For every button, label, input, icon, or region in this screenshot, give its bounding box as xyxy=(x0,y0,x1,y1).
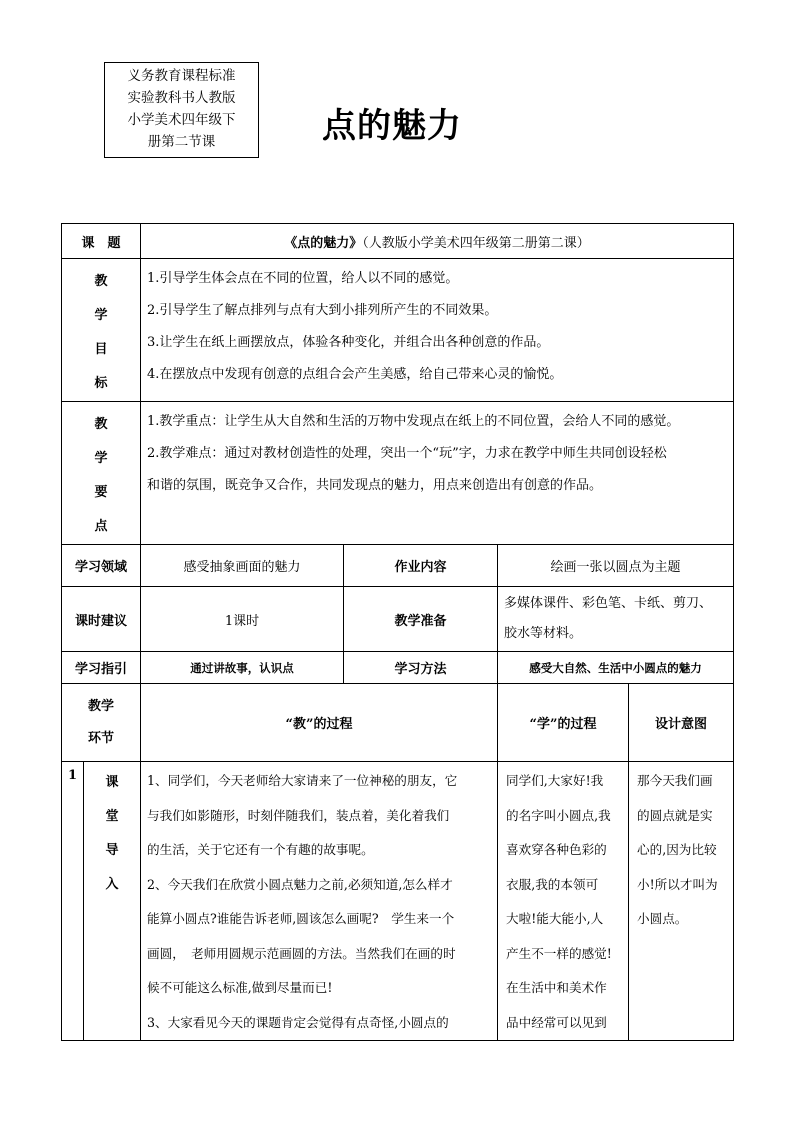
teach-line: 与我们如影随形，时刻伴随我们，装点着，美化着我们 xyxy=(147,807,450,823)
method-label: 学习方法 xyxy=(344,652,498,684)
preparation-line: 胶水等材料。 xyxy=(504,626,583,641)
lesson-plan-table xyxy=(61,223,734,1041)
stage-name-char: 课 xyxy=(105,775,119,790)
teach-process-header: “教”的过程 xyxy=(141,684,498,762)
process-header-row xyxy=(62,684,734,762)
key-point-line: 和谐的氛围，既竞争又合作，共同发现点的魅力，用点来创造出有创意的作品。 xyxy=(147,478,603,493)
goal-item: 4.在摆放点中发现有创意的点组合会产生美感，给自己带来心灵的愉悦。 xyxy=(147,367,563,382)
key-points-label-char: 教 xyxy=(94,417,108,432)
homework-value: 绘画一张以圆点为主题 xyxy=(498,545,734,587)
teach-line: 3、大家看见今天的课题肯定会觉得有点奇怪,小圆点的 xyxy=(147,1014,449,1030)
key-points-label-char: 点 xyxy=(94,519,108,534)
learn-line: 衣服,我的本领可 xyxy=(506,876,599,892)
stage-1-row xyxy=(62,762,734,1041)
label-line: 册第二节课 xyxy=(147,134,216,150)
document-title: 点的魅力 xyxy=(322,106,462,146)
teach-line: 画圆， 老师用圆规示范画圆的方法。当然我们在画的时 xyxy=(147,945,456,961)
key-points-content xyxy=(141,402,734,545)
textbook-label-box xyxy=(104,62,259,158)
guide-row xyxy=(62,652,734,684)
preparation-line: 多媒体课件、彩色笔、卡纸、剪刀、 xyxy=(504,596,713,611)
stage-name-char: 堂 xyxy=(105,809,119,824)
goal-item: 3.让学生在纸上画摆放点，体验各种变化，并组合出各种创意的作品。 xyxy=(147,335,550,350)
stage-name-char: 导 xyxy=(105,843,119,858)
key-point-line: 2.教学难点：通过对教材创造性的处理，突出一个“玩”字，力求在教学中师生共同创设轻松 xyxy=(147,446,667,461)
learn-line: 大啦!能大能小,人 xyxy=(506,911,604,926)
preparation-label: 教学准备 xyxy=(344,587,498,652)
learn-line: 产生不一样的感觉! xyxy=(506,945,612,961)
stage-number: 1 xyxy=(62,762,84,1041)
learn-line: 的名字叫小圆点,我 xyxy=(506,807,611,823)
key-points-label-char: 要 xyxy=(94,485,108,500)
hours-label: 课时建议 xyxy=(62,587,141,652)
homework-label: 作业内容 xyxy=(344,545,498,587)
goals-label-char: 学 xyxy=(94,308,108,323)
stage-header-line: 环节 xyxy=(88,730,115,746)
goals-label-char: 目 xyxy=(94,342,108,357)
learn-line: 品中经常可以见到 xyxy=(506,1014,607,1030)
stage-header-line: 教学 xyxy=(88,698,115,714)
hours-value: 1课时 xyxy=(141,587,344,652)
learn-process-header: “学”的过程 xyxy=(498,684,629,762)
stage-name-char: 入 xyxy=(105,877,119,892)
guide-value: 通过讲故事，认识点 xyxy=(141,652,344,684)
teach-line: 1、同学们，今天老师给大家请来了一位神秘的朋友，它 xyxy=(147,773,458,788)
domain-value: 感受抽象画面的魅力 xyxy=(141,545,344,587)
teach-line: 的生活，关于它还有一个有趣的故事呢。 xyxy=(147,842,374,857)
goals-label xyxy=(62,259,141,402)
goals-label-char: 教 xyxy=(94,274,108,289)
domain-label: 学习领域 xyxy=(62,545,141,587)
domain-row xyxy=(62,545,734,587)
teach-line: 2、今天我们在欣赏小圆点魅力之前,必须知道,怎么样才 xyxy=(147,876,453,892)
hours-row xyxy=(62,587,734,652)
learn-line: 在生活中和美术作 xyxy=(506,980,607,995)
method-value: 感受大自然、生活中小圆点的魅力 xyxy=(498,652,734,684)
key-points-label xyxy=(62,402,141,545)
intent-line: 小圆点。 xyxy=(637,911,688,926)
subject-value xyxy=(141,224,734,259)
intent-line: 心的,因为比较 xyxy=(637,842,717,857)
label-line: 义务教育课程标准 xyxy=(127,68,236,84)
stage-header xyxy=(62,684,141,762)
design-intent-header: 设计意图 xyxy=(629,684,734,762)
intent-line: 的圆点就是实 xyxy=(637,807,713,823)
learn-line: 同学们,大家好!我 xyxy=(506,773,604,788)
goal-item: 2.引导学生了解点排列与点有大到小排列所产生的不同效果。 xyxy=(147,303,498,318)
goal-item: 1.引导学生体会点在不同的位置，给人以不同的感觉。 xyxy=(147,271,459,286)
preparation-value xyxy=(498,587,734,652)
subject-label: 课 题 xyxy=(62,224,141,259)
label-line: 实验教科书人教版 xyxy=(127,90,236,106)
goals-label-char: 标 xyxy=(94,376,108,391)
learn-line: 喜欢穿各种色彩的 xyxy=(506,842,607,857)
design-intent-content xyxy=(629,762,734,1041)
key-points-label-char: 学 xyxy=(94,451,108,466)
goals-row xyxy=(62,259,734,402)
stage-name xyxy=(84,762,141,1041)
key-points-row xyxy=(62,402,734,545)
guide-label: 学习指引 xyxy=(62,652,141,684)
goals-content xyxy=(141,259,734,402)
teach-line: 能算小圆点?谁能告诉老师,圆该怎么画呢? 学生来一个 xyxy=(147,911,455,926)
label-line: 小学美术四年级下 xyxy=(127,112,236,128)
key-point-line: 1.教学重点：让学生从大自然和生活的万物中发现点在纸上的不同位置，会给人不同的感觉。 xyxy=(147,414,680,429)
intent-line: 小!所以才叫为 xyxy=(637,876,718,892)
learn-process-content xyxy=(498,762,629,1041)
teach-process-content xyxy=(141,762,498,1041)
subject-title: 《点的魅力》 xyxy=(284,235,363,251)
teach-line: 候不可能这么标准,做到尽量而已! xyxy=(147,980,333,995)
intent-line: 那今天我们画 xyxy=(637,773,713,788)
subject-row xyxy=(62,224,734,259)
subject-note: （人教版小学美术四年级第二册第二课） xyxy=(362,235,590,251)
